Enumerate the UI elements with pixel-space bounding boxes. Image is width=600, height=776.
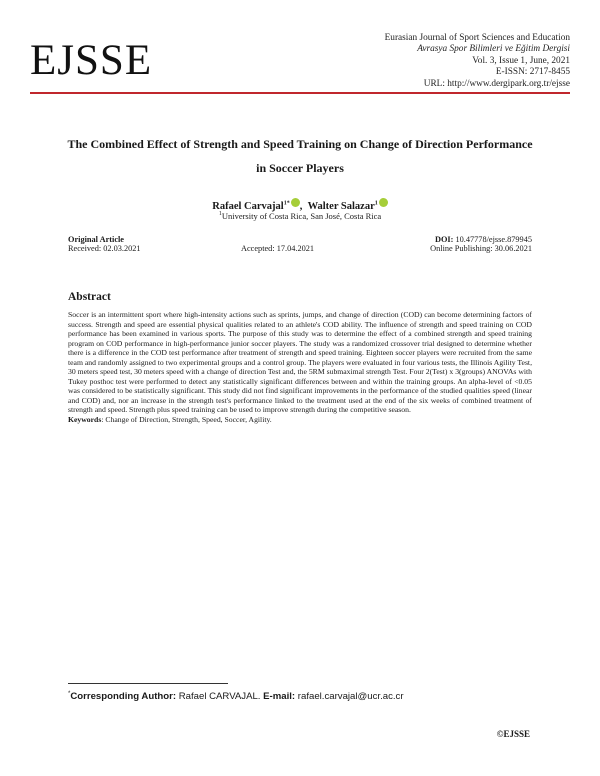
journal-name-tr: Avrasya Spor Bilimleri ve Eğitim Dergisi: [417, 44, 570, 55]
article-title: [50, 132, 550, 180]
journal-eissn: E-ISSN: 2717-8455: [495, 67, 570, 78]
affiliation: [0, 211, 600, 221]
doi-label: DOI:: [434, 235, 454, 244]
corresponding-label: Corresponding Author:: [70, 691, 177, 702]
keywords-label: Keywords: [68, 414, 102, 424]
received-date: Received: 02.03.2021: [68, 244, 141, 253]
journal-volume: Vol. 3, Issue 1, June, 2021: [472, 55, 570, 66]
corresponding-name: Rafael CARVAJAL.: [176, 691, 264, 702]
author-separator: ,: [299, 201, 303, 212]
abstract-text: Soccer is an intermittent sport where high-intensity actions such as sprints, jumps, and change of direction (COD) can become determining factors of success. Strength and speed are essential physical qualities related to an athlete's COD ability. The influence of strength and speed training on COD performance has been examined in various sports. The purpose of this study was to determine the effect of a combined strength and speed training program on COD performance in high-performance junior soccer players. The study was a randomized crossover trial designed to determine whether there is a difference in the COD test performance after treatment of strength and speed training. Eighteen soccer players were recruited from the same team and randomly assigned to two experimental groups and a control group. The players were evaluated in four various tests, the Illinois Agility Test, 30 meters speed test, 30 meters speed with a change of direction Test and, the 5RM submaximal strength Test. Four 2(Test) x 3(groups) ANOVAs with Tukey posthoc test were performed to detect any statistically significant differences between and within the training groups. An alpha-level of <0.05 was considered to be statistically significant. This study did not find significant improvements in the performance of the studied qualities speed (linear and COD) and, nor an increase in the strength test's performance linked to the treatment used at the end of the six weeks of combined treatment of strength and speed. Strength plus speed training can be used to improve strength during the competitive season.: [68, 310, 532, 414]
author-2-sup: 1: [374, 200, 378, 207]
journal-logo: EJSSE: [30, 37, 153, 84]
affiliation-sup: 1: [218, 211, 222, 218]
online-date: Online Publishing: 30.06.2021: [430, 244, 532, 253]
footnote-rule: [68, 683, 228, 684]
affiliation-text: University of Costa Rica, San José, Costa Rica: [221, 211, 382, 221]
abstract-heading: Abstract: [68, 291, 111, 303]
email-label: E-mail:: [263, 691, 296, 702]
doi-value[interactable]: 10.47778/ejsse.879945: [455, 235, 532, 244]
accepted-date: Accepted: 17.04.2021: [241, 244, 315, 253]
author-2[interactable]: Walter Salazar: [307, 201, 375, 212]
author-1-sup: 1*: [283, 200, 290, 207]
orcid-icon[interactable]: [291, 198, 300, 207]
abstract-body: [68, 310, 532, 424]
header-rule: [30, 92, 570, 94]
keywords-text: : Change of Direction, Strength, Speed, Soccer, Agility.: [101, 414, 272, 424]
journal-name: Eurasian Journal of Sport Sciences and Education: [384, 33, 570, 43]
journal-url[interactable]: URL: http://www.dergipark.org.tr/ejsse: [423, 78, 570, 89]
author-1[interactable]: Rafael Carvajal: [212, 201, 284, 212]
email-value[interactable]: rafael.carvajal@ucr.ac.cr: [295, 691, 404, 702]
orcid-icon[interactable]: [379, 198, 388, 207]
copyright: ©EJSSE: [496, 729, 530, 739]
footnote: [68, 691, 404, 702]
doi[interactable]: [435, 235, 532, 244]
title-line-2: in Soccer Players: [256, 161, 344, 175]
footnote-marker: *: [68, 690, 71, 697]
title-line-1: The Combined Effect of Strength and Speed Training on Change of Direction Performance: [67, 137, 533, 151]
article-type: Original Article: [68, 235, 124, 244]
journal-info: [385, 33, 570, 90]
author-list: [0, 198, 600, 212]
